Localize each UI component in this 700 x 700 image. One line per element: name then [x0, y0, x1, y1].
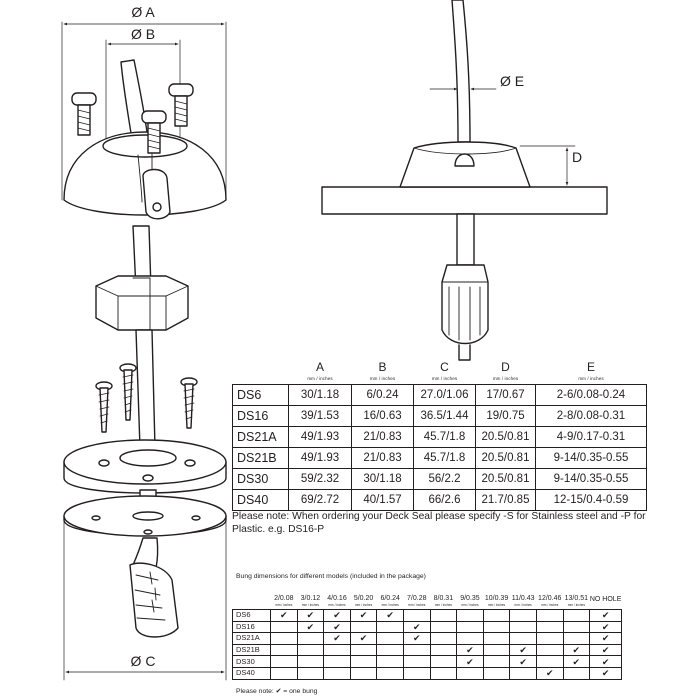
value-cell: 12-15/0.4-0.59 — [536, 490, 647, 511]
split-clamp — [96, 276, 188, 330]
dimension-table — [232, 362, 647, 511]
label-b: Ø B — [130, 26, 156, 42]
cable-through-deck — [452, 0, 474, 265]
check-mark-icon: ✔ — [457, 644, 484, 656]
bung-size-header — [324, 585, 351, 610]
empty-cell — [377, 644, 404, 656]
wood-screw-right — [181, 378, 197, 428]
bung-model-cell: DS40 — [233, 667, 271, 679]
bung-size: 10/0.39 — [484, 595, 509, 602]
screw-right — [169, 84, 193, 126]
value-cell: 45.7/1.8 — [414, 427, 476, 448]
bung-size-unit: mm / inches — [275, 603, 293, 607]
bung-size-unit: mm / inches — [541, 603, 559, 607]
empty-cell — [377, 656, 404, 668]
bung-size-header — [271, 585, 298, 610]
table-row — [233, 448, 647, 469]
value-cell: 21/0.83 — [352, 448, 414, 469]
bung-model-cell: DS30 — [233, 656, 271, 668]
empty-cell — [510, 633, 537, 645]
empty-cell — [403, 610, 430, 622]
bung-size: 13/0.51 — [564, 595, 588, 602]
wood-screw-middle — [120, 364, 136, 420]
value-cell: 36.5/1.44 — [414, 406, 476, 427]
empty-cell — [350, 656, 377, 668]
screw-left — [72, 93, 96, 135]
bung-size: 6/0.24 — [380, 595, 400, 602]
value-cell: 17/0.67 — [476, 385, 536, 406]
empty-cell — [457, 667, 484, 679]
empty-cell — [457, 610, 484, 622]
bung-table-corner — [233, 585, 271, 610]
check-mark-icon: ✔ — [271, 610, 298, 622]
check-mark-icon: ✔ — [297, 610, 324, 622]
check-mark-icon: ✔ — [510, 656, 537, 668]
check-mark-icon: ✔ — [536, 667, 563, 679]
empty-cell — [430, 633, 457, 645]
empty-cell — [377, 621, 404, 633]
empty-cell — [483, 621, 510, 633]
dimension-table-corner — [233, 362, 289, 385]
model-cell: DS40 — [233, 490, 289, 511]
value-cell: 30/1.18 — [352, 469, 414, 490]
value-cell: 40/1.57 — [352, 490, 414, 511]
model-cell: DS21A — [233, 427, 289, 448]
empty-cell — [350, 667, 377, 679]
bung-size-unit: mm / inches — [408, 603, 426, 607]
check-mark-icon: ✔ — [403, 621, 430, 633]
table-row — [233, 385, 647, 406]
check-mark-icon: ✔ — [350, 633, 377, 645]
dome-cap — [64, 132, 226, 219]
no-hole-header — [590, 585, 622, 610]
wood-screw-left — [96, 382, 112, 432]
under-deck-connector — [442, 265, 488, 360]
label-d: D — [572, 149, 583, 165]
column-header-d — [476, 362, 536, 385]
value-cell: 20.5/0.81 — [476, 448, 536, 469]
model-cell: DS6 — [233, 385, 289, 406]
no-hole-label: NO HOLE — [589, 596, 622, 603]
model-cell: DS30 — [233, 469, 289, 490]
empty-cell — [377, 667, 404, 679]
bung-size: 5/0.20 — [353, 595, 374, 602]
bung-size-header — [563, 585, 590, 610]
column-letter: C — [440, 360, 449, 374]
model-cell: DS21B — [233, 448, 289, 469]
bung-size: 3/0.12 — [300, 595, 321, 602]
empty-cell — [483, 633, 510, 645]
deck-plate — [322, 187, 607, 214]
value-cell: 21/0.83 — [352, 427, 414, 448]
column-letter: A — [315, 360, 324, 374]
empty-cell — [563, 610, 590, 622]
bung-size-header — [430, 585, 457, 610]
bung-model-cell: DS21A — [233, 633, 271, 645]
bung-size: 7/0.28 — [407, 595, 427, 602]
assembled-deck-seal — [400, 142, 530, 187]
value-cell: 27.0/1.06 — [414, 385, 476, 406]
check-mark-icon: ✔ — [510, 644, 537, 656]
empty-cell — [510, 610, 537, 622]
empty-cell — [403, 667, 430, 679]
table-row — [233, 490, 647, 511]
column-letter: D — [501, 360, 510, 374]
empty-cell — [297, 644, 324, 656]
empty-cell — [430, 610, 457, 622]
column-header-e — [536, 362, 647, 385]
value-cell: 4-9/0.17-0.31 — [536, 427, 647, 448]
check-mark-icon: ✔ — [590, 667, 622, 679]
bung-row — [233, 644, 622, 656]
column-header-b — [352, 362, 414, 385]
empty-cell — [510, 621, 537, 633]
bung-row — [233, 621, 622, 633]
table-row — [233, 406, 647, 427]
column-header-a — [289, 362, 352, 385]
column-unit: mm / inches — [492, 376, 519, 381]
check-mark-icon: ✔ — [350, 610, 377, 622]
check-mark-icon: ✔ — [590, 656, 622, 668]
table-row — [233, 427, 647, 448]
empty-cell — [483, 644, 510, 656]
check-mark-icon: ✔ — [563, 656, 590, 668]
empty-cell — [350, 621, 377, 633]
gasket — [64, 496, 226, 536]
base-flange — [64, 440, 226, 493]
value-cell: 20.5/0.81 — [476, 469, 536, 490]
dimension-table-header — [233, 362, 647, 385]
empty-cell — [377, 633, 404, 645]
empty-cell — [536, 633, 563, 645]
empty-cell — [350, 644, 377, 656]
bung-size-unit: mm / inches — [354, 603, 373, 607]
bung-size: 8/0.31 — [433, 595, 454, 602]
bung-size: 12/0.46 — [538, 595, 562, 602]
bung-size-header — [536, 585, 563, 610]
label-a: Ø A — [131, 4, 155, 20]
bung-size-unit: mm / inches — [487, 603, 506, 607]
check-mark-icon: ✔ — [403, 633, 430, 645]
bung-table — [232, 585, 622, 680]
cable-connector — [130, 563, 178, 637]
bung-size-header — [483, 585, 510, 610]
bung-row — [233, 633, 622, 645]
bung-size-unit: mm / inches — [461, 603, 479, 607]
value-cell: 45.7/1.8 — [414, 448, 476, 469]
value-cell: 9-14/0.35-0.55 — [536, 448, 647, 469]
empty-cell — [297, 633, 324, 645]
label-c: Ø C — [130, 653, 156, 669]
value-cell: 19/0.75 — [476, 406, 536, 427]
column-unit: mm / inches — [369, 376, 396, 381]
value-cell: 21.7/0.85 — [476, 490, 536, 511]
bung-size-header — [297, 585, 324, 610]
bung-model-cell: DS16 — [233, 621, 271, 633]
empty-cell — [536, 610, 563, 622]
empty-cell — [271, 644, 298, 656]
empty-cell — [271, 656, 298, 668]
empty-cell — [403, 644, 430, 656]
column-unit: mm / inches — [307, 376, 333, 381]
value-cell: 59/2.32 — [289, 469, 352, 490]
check-mark-icon: ✔ — [297, 621, 324, 633]
column-unit: mm / inches — [431, 376, 458, 381]
empty-cell — [324, 667, 351, 679]
value-cell: 6/0.24 — [352, 385, 414, 406]
bung-size: 2/0.08 — [274, 595, 294, 602]
bung-size-unit: mm / inches — [567, 603, 585, 607]
value-cell: 20.5/0.81 — [476, 427, 536, 448]
bung-size: 11/0.43 — [511, 595, 535, 602]
empty-cell — [536, 656, 563, 668]
value-cell: 9-14/0.35-0.55 — [536, 469, 647, 490]
bung-size: 9/0.35 — [460, 595, 480, 602]
bung-table-header — [233, 585, 622, 610]
bung-size-unit: mm / inches — [514, 603, 532, 607]
empty-cell — [430, 656, 457, 668]
check-mark-icon: ✔ — [590, 610, 622, 622]
empty-cell — [403, 656, 430, 668]
check-mark-icon: ✔ — [324, 633, 351, 645]
check-mark-icon: ✔ — [590, 644, 622, 656]
value-cell: 16/0.63 — [352, 406, 414, 427]
value-cell: 39/1.53 — [289, 406, 352, 427]
value-cell: 2-8/0.08-0.31 — [536, 406, 647, 427]
bung-size-header — [510, 585, 537, 610]
bung-size-header — [403, 585, 430, 610]
ordering-note: Please note: When ordering your Deck Seal please specify -S for Stainless steel and -P for Plastic. e.g. DS16-P — [232, 511, 646, 535]
value-cell: 49/1.93 — [289, 427, 352, 448]
empty-cell — [563, 633, 590, 645]
bung-size-header — [457, 585, 484, 610]
check-mark-icon: ✔ — [377, 610, 404, 622]
column-letter: B — [378, 360, 387, 374]
empty-cell — [483, 656, 510, 668]
value-cell: 56/2.2 — [414, 469, 476, 490]
bung-table-title: Bung dimensions for different models (included in the package) — [236, 573, 426, 580]
check-mark-icon: ✔ — [590, 633, 622, 645]
empty-cell — [563, 621, 590, 633]
table-row — [233, 469, 647, 490]
bung-size-unit: mm / inches — [381, 603, 399, 607]
empty-cell — [324, 644, 351, 656]
bung-row — [233, 610, 622, 622]
empty-cell — [563, 667, 590, 679]
empty-cell — [324, 656, 351, 668]
empty-cell — [510, 667, 537, 679]
empty-cell — [483, 667, 510, 679]
empty-cell — [271, 667, 298, 679]
cable-segment-2 — [136, 330, 155, 448]
empty-cell — [297, 656, 324, 668]
column-letter: E — [586, 360, 595, 374]
bung-size-unit: mm / inches — [301, 603, 319, 607]
bung-row — [233, 656, 622, 668]
check-mark-icon: ✔ — [457, 656, 484, 668]
column-unit: mm / inches — [578, 376, 604, 381]
check-mark-icon: ✔ — [324, 621, 351, 633]
label-e: Ø E — [500, 73, 525, 89]
check-mark-icon: ✔ — [324, 610, 351, 622]
empty-cell — [430, 621, 457, 633]
value-cell: 49/1.93 — [289, 448, 352, 469]
check-mark-icon: ✔ — [563, 644, 590, 656]
model-cell: DS16 — [233, 406, 289, 427]
value-cell: 69/2.72 — [289, 490, 352, 511]
empty-cell — [457, 633, 484, 645]
bung-row — [233, 667, 622, 679]
empty-cell — [271, 621, 298, 633]
bung-size-unit: mm / inches — [328, 603, 346, 607]
bung-size-header — [377, 585, 404, 610]
empty-cell — [483, 610, 510, 622]
value-cell: 2-6/0.08-0.24 — [536, 385, 647, 406]
empty-cell — [457, 621, 484, 633]
bung-size-unit: mm / inches — [434, 603, 452, 607]
bung-size: 4/0.16 — [327, 595, 347, 602]
value-cell: 66/2.6 — [414, 490, 476, 511]
column-header-c — [414, 362, 476, 385]
empty-cell — [297, 667, 324, 679]
empty-cell — [430, 667, 457, 679]
bung-model-cell: DS6 — [233, 610, 271, 622]
bung-legend: Please note: ✔ = one bung — [236, 688, 318, 695]
empty-cell — [271, 633, 298, 645]
value-cell: 30/1.18 — [289, 385, 352, 406]
empty-cell — [430, 644, 457, 656]
empty-cell — [536, 644, 563, 656]
empty-cell — [536, 621, 563, 633]
bung-model-cell: DS21B — [233, 644, 271, 656]
bung-size-header — [350, 585, 377, 610]
check-mark-icon: ✔ — [590, 621, 622, 633]
